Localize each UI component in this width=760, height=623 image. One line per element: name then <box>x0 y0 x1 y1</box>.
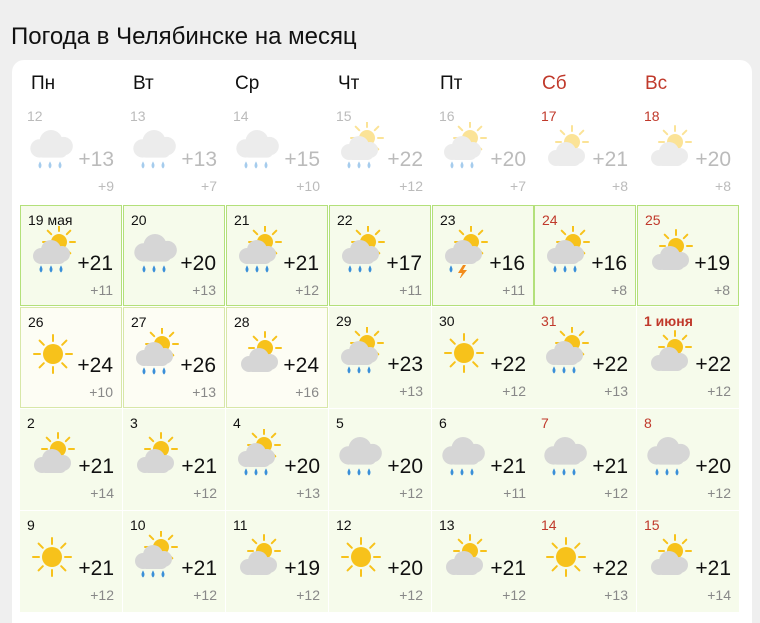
day-date: 1 июня <box>644 313 693 329</box>
night-min-temp: +13 <box>399 383 423 399</box>
night-min-temp: +13 <box>604 383 628 399</box>
day-date: 14 <box>233 108 249 124</box>
day-date: 8 <box>644 415 652 431</box>
day-cell[interactable] <box>329 511 431 612</box>
day-max-temp: +22 <box>592 353 628 376</box>
night-min-temp: +12 <box>399 485 423 501</box>
day-cell[interactable] <box>123 511 225 612</box>
night-min-temp: +12 <box>502 587 526 603</box>
sun-cloud-rain-icon <box>27 226 79 278</box>
day-cell[interactable] <box>20 409 122 510</box>
day-cell[interactable] <box>432 205 534 306</box>
day-cell[interactable] <box>637 409 739 510</box>
day-cell[interactable] <box>432 307 534 408</box>
day-max-temp: +21 <box>490 455 526 478</box>
day-max-temp: +21 <box>78 455 114 478</box>
day-max-temp: +21 <box>592 455 628 478</box>
day-cell[interactable] <box>637 511 739 612</box>
night-min-temp: +11 <box>502 282 525 298</box>
weekday-mon: Пн <box>31 73 56 94</box>
day-date: 16 <box>439 108 455 124</box>
day-cell[interactable] <box>123 205 225 306</box>
day-cell[interactable] <box>123 409 225 510</box>
night-min-temp: +12 <box>502 383 526 399</box>
day-cell[interactable] <box>534 511 636 612</box>
day-date: 2 <box>27 415 35 431</box>
sun-cloud-rain-icon <box>233 226 285 278</box>
day-cell[interactable] <box>329 307 431 408</box>
day-date: 11 <box>233 517 248 533</box>
day-date: 27 <box>131 314 147 330</box>
weekday-sun: Вс <box>645 73 668 94</box>
night-min-temp: +9 <box>98 178 114 194</box>
day-max-temp: +21 <box>283 252 319 275</box>
day-max-temp: +21 <box>181 557 217 580</box>
sun-cloud-rain-icon <box>232 429 284 481</box>
day-cell[interactable] <box>226 205 328 306</box>
day-max-temp: +20 <box>387 557 423 580</box>
day-cell[interactable] <box>534 409 636 510</box>
night-min-temp: +8 <box>612 178 628 194</box>
day-date: 19 мая <box>28 212 73 228</box>
day-date: 7 <box>541 415 549 431</box>
sun-icon <box>540 531 592 583</box>
day-date: 22 <box>337 212 353 228</box>
weekday-sat: Сб <box>542 73 567 94</box>
day-max-temp: +13 <box>181 148 217 171</box>
day-date: 18 <box>644 108 660 124</box>
day-max-temp: +22 <box>387 148 423 171</box>
day-max-temp: +22 <box>490 353 526 376</box>
day-cell[interactable] <box>637 307 739 408</box>
night-min-temp: +7 <box>510 178 526 194</box>
day-max-temp: +24 <box>77 354 113 377</box>
day-cell[interactable] <box>226 409 328 510</box>
weekday-wed: Ср <box>235 73 260 94</box>
day-cell[interactable] <box>432 409 534 510</box>
night-min-temp: +11 <box>503 485 526 501</box>
sun-cloud-icon <box>540 122 592 174</box>
day-cell[interactable] <box>637 102 739 203</box>
night-min-temp: +14 <box>707 587 731 603</box>
cloud-rain-icon <box>643 429 695 481</box>
night-min-temp: +12 <box>707 485 731 501</box>
night-min-temp: +13 <box>192 384 216 400</box>
sun-cloud-icon <box>644 226 696 278</box>
day-max-temp: +23 <box>387 353 423 376</box>
sun-cloud-rain-icon <box>541 226 593 278</box>
sun-cloud-icon <box>643 531 695 583</box>
sun-cloud-rain-icon <box>335 327 387 379</box>
cloud-rain-icon <box>129 122 181 174</box>
day-max-temp: +20 <box>387 455 423 478</box>
day-date: 31 <box>541 313 557 329</box>
day-cell[interactable] <box>226 511 328 612</box>
day-cell[interactable] <box>534 102 636 203</box>
sun-icon <box>27 328 79 380</box>
night-min-temp: +11 <box>90 282 113 298</box>
day-max-temp: +20 <box>695 148 731 171</box>
cloud-rain-icon <box>540 429 592 481</box>
sun-cloud-rain-icon <box>336 226 388 278</box>
day-date: 28 <box>234 314 250 330</box>
day-max-temp: +16 <box>489 252 525 275</box>
day-cell[interactable] <box>123 307 225 408</box>
day-max-temp: +15 <box>284 148 320 171</box>
day-date: 5 <box>336 415 344 431</box>
day-max-temp: +21 <box>78 557 114 580</box>
sun-icon <box>438 327 490 379</box>
cloud-rain-icon <box>335 429 387 481</box>
night-min-temp: +13 <box>192 282 216 298</box>
day-max-temp: +13 <box>78 148 114 171</box>
night-min-temp: +12 <box>296 587 320 603</box>
sun-cloud-rain-icon <box>438 122 490 174</box>
day-cell[interactable] <box>534 307 636 408</box>
night-min-temp: +12 <box>90 587 114 603</box>
day-max-temp: +21 <box>77 252 113 275</box>
weekday-tue: Вт <box>133 73 154 94</box>
night-min-temp: +12 <box>193 587 217 603</box>
calendar-card <box>12 60 752 623</box>
day-date: 20 <box>131 212 147 228</box>
night-min-temp: +12 <box>295 282 319 298</box>
day-cell[interactable] <box>226 307 328 408</box>
day-cell[interactable] <box>20 102 122 203</box>
night-min-temp: +13 <box>604 587 628 603</box>
day-cell[interactable] <box>329 205 431 306</box>
day-max-temp: +17 <box>386 252 422 275</box>
day-cell[interactable] <box>20 205 122 306</box>
weekday-header <box>12 60 752 102</box>
day-max-temp: +24 <box>283 354 319 377</box>
sun-cloud-icon <box>232 531 284 583</box>
day-date: 24 <box>542 212 558 228</box>
day-date: 29 <box>336 313 352 329</box>
weekday-fri: Пт <box>440 73 463 94</box>
sun-cloud-storm-icon <box>439 226 491 278</box>
weekday-thu: Чт <box>338 73 360 94</box>
day-date: 4 <box>233 415 241 431</box>
cloud-rain-icon <box>438 429 490 481</box>
sun-cloud-icon <box>643 122 695 174</box>
cloud-rain-icon <box>130 226 182 278</box>
day-max-temp: +20 <box>695 455 731 478</box>
night-min-temp: +10 <box>296 178 320 194</box>
day-date: 25 <box>645 212 661 228</box>
day-date: 14 <box>541 517 557 533</box>
day-cell[interactable] <box>329 102 431 203</box>
day-cell[interactable] <box>20 511 122 612</box>
sun-cloud-rain-icon <box>540 327 592 379</box>
day-max-temp: +21 <box>490 557 526 580</box>
day-date: 15 <box>644 517 660 533</box>
sun-cloud-rain-icon <box>335 122 387 174</box>
day-date: 13 <box>130 108 146 124</box>
night-min-temp: +12 <box>399 178 423 194</box>
night-min-temp: +12 <box>604 485 628 501</box>
cloud-rain-icon <box>26 122 78 174</box>
night-min-temp: +8 <box>714 282 730 298</box>
day-date: 17 <box>541 108 557 124</box>
day-cell[interactable] <box>226 102 328 203</box>
day-cell[interactable] <box>329 409 431 510</box>
sun-icon <box>335 531 387 583</box>
cloud-rain-icon <box>232 122 284 174</box>
day-cell[interactable] <box>432 511 534 612</box>
sun-cloud-rain-icon <box>130 328 182 380</box>
day-date: 10 <box>130 517 146 533</box>
sun-cloud-icon <box>233 328 285 380</box>
day-max-temp: +21 <box>695 557 731 580</box>
day-date: 3 <box>130 415 138 431</box>
day-max-temp: +16 <box>591 252 627 275</box>
day-date: 30 <box>439 313 455 329</box>
day-date: 23 <box>440 212 456 228</box>
sun-cloud-icon <box>643 327 695 379</box>
day-max-temp: +20 <box>284 455 320 478</box>
day-cell[interactable] <box>432 102 534 203</box>
day-date: 15 <box>336 108 352 124</box>
night-min-temp: +14 <box>90 485 114 501</box>
day-max-temp: +26 <box>180 354 216 377</box>
night-min-temp: +11 <box>399 282 422 298</box>
day-max-temp: +19 <box>694 252 730 275</box>
day-date: 21 <box>234 212 250 228</box>
night-min-temp: +10 <box>89 384 113 400</box>
night-min-temp: +12 <box>399 587 423 603</box>
day-max-temp: +21 <box>181 455 217 478</box>
day-cell[interactable] <box>534 205 636 306</box>
day-date: 26 <box>28 314 44 330</box>
day-cell[interactable] <box>20 307 122 408</box>
sun-cloud-rain-icon <box>129 531 181 583</box>
day-max-temp: +22 <box>592 557 628 580</box>
night-min-temp: +13 <box>296 485 320 501</box>
night-min-temp: +8 <box>715 178 731 194</box>
day-max-temp: +20 <box>490 148 526 171</box>
night-min-temp: +16 <box>295 384 319 400</box>
day-date: 9 <box>27 517 35 533</box>
day-date: 6 <box>439 415 447 431</box>
night-min-temp: +7 <box>201 178 217 194</box>
day-max-temp: +19 <box>284 557 320 580</box>
sun-cloud-icon <box>438 531 490 583</box>
night-min-temp: +12 <box>707 383 731 399</box>
page-title: Погода в Челябинске на месяц <box>11 23 357 51</box>
day-cell[interactable] <box>637 205 739 306</box>
sun-icon <box>26 531 78 583</box>
day-date: 13 <box>439 517 455 533</box>
day-cell[interactable] <box>123 102 225 203</box>
day-max-temp: +21 <box>592 148 628 171</box>
day-date: 12 <box>27 108 43 124</box>
sun-cloud-icon <box>26 429 78 481</box>
day-date: 12 <box>336 517 352 533</box>
sun-cloud-icon <box>129 429 181 481</box>
day-max-temp: +20 <box>180 252 216 275</box>
night-min-temp: +12 <box>193 485 217 501</box>
day-max-temp: +22 <box>695 353 731 376</box>
night-min-temp: +8 <box>611 282 627 298</box>
